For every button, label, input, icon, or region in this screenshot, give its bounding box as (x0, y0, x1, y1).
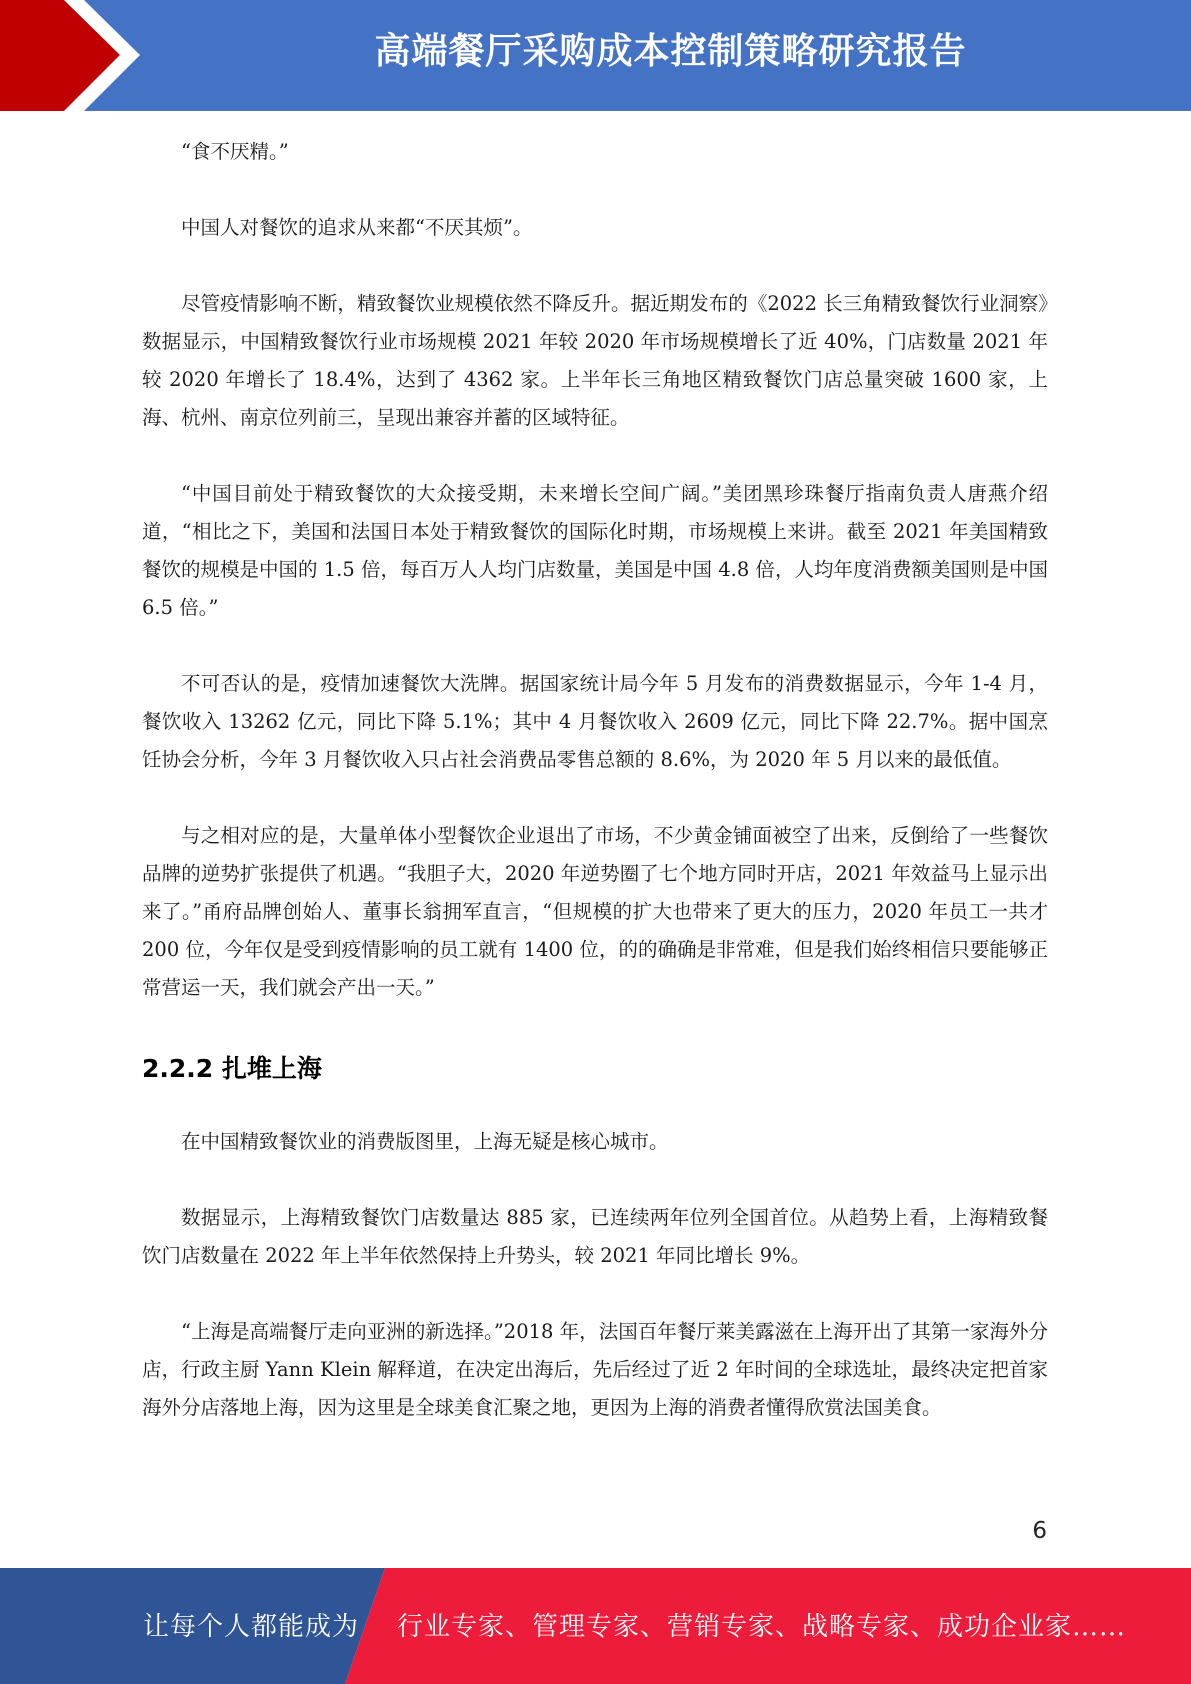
paragraph: 在中国精致餐饮业的消费版图里，上海无疑是核心城市。 (181, 1130, 669, 1153)
page-number: 6 (1032, 1518, 1047, 1544)
footer-slogan-left: 让每个人都能成为 (143, 1612, 360, 1642)
header-arrow-decoration (0, 0, 160, 111)
paragraph: 中国人对餐饮的追求从来都“不厌其烦”。 (181, 216, 533, 239)
paragraph: 与之相对应的是，大量单体小型餐饮企业退出了市场，不少黄金铺面被空了出来，反倒给了一些餐饮品牌的逆势扩张提供了机遇。“我胆子大，2020 年逆势圈了七个地方同时开店，2021 年效益马上显示出来了。”甬府品牌创始人、董事长翁拥军直言，“但规模的扩大也带来了更大的压力，2020 年员工一共才 200 位，今年仅是受到疫情影响的员工就有 1400 位，的的确确是非常难，但是我们始终相信只要能够正常营运一天，我们就会产出一天。” (142, 824, 1048, 999)
paragraph: “中国目前处于精致餐饮的大众接受期，未来增长空间广阔。”美团黑珍珠餐厅指南负责人唐燕介绍道，“相比之下，美国和法国日本处于精致餐饮的国际化时期，市场规模上来讲。截至 2021 年美国精致餐饮的规模是中国的 1.5 倍，每百万人人均门店数量，美国是中国 4.8 倍，人均年度消费额美国则是中国 6.5 倍。” (142, 482, 1048, 619)
paragraph: 尽管疫情影响不断，精致餐饮业规模依然不降反升。据近期发布的《2022 长三角精致餐饮行业洞察》数据显示，中国精致餐饮行业市场规模 2021 年较 2020 年市场规模增长了近 40%，门店数量 2021 年较 2020 年增长了 18.4%，达到了 4362 家。上半年长三角地区精致餐饮门店总量突破 1600 家，上海、杭州、南京位列前三，呈现出兼容并蓄的区域特征。 (142, 292, 1048, 429)
page-footer (0, 1568, 1191, 1684)
report-title: 高端餐厅采购成本控制策略研究报告 (374, 31, 967, 72)
paragraph: 不可否认的是，疫情加速餐饮大洗牌。据国家统计局今年 5 月发布的消费数据显示，今年 1-4 月，餐饮收入 13262 亿元，同比下降 5.1%；其中 4 月餐饮收入 2609 亿元，同比下降 22.7%。据中国烹饪协会分析，今年 3 月餐饮收入只占社会消费品零售总额的 8.6%，为 2020 年 5 月以来的最低值。 (142, 672, 1048, 771)
page-content (142, 133, 1048, 1465)
footer-slogan-right: 行业专家、管理专家、营销专家、战略专家、成功企业家…… (397, 1612, 1127, 1642)
section-heading: 2.2.2 扎堆上海 (142, 1054, 322, 1083)
paragraph: “上海是高端餐厅走向亚洲的新选择。”2018 年，法国百年餐厅莱美露滋在上海开出了其第一家海外分店，行政主厨 Yann Klein 解释道，在决定出海后，先后经过了近 2 年时间的全球选址，最终决定把首家海外分店落地上海，因为这里是全球美食汇聚之地，更因为上海的消费者懂得欣赏法国美食。 (142, 1320, 1048, 1419)
page-header (0, 0, 1191, 111)
paragraph: 数据显示，上海精致餐饮门店数量达 885 家，已连续两年位列全国首位。从趋势上看，上海精致餐饮门店数量在 2022 年上半年依然保持上升势头，较 2021 年同比增长 9%。 (142, 1206, 1048, 1267)
paragraph: “食不厌精。” (181, 140, 289, 163)
